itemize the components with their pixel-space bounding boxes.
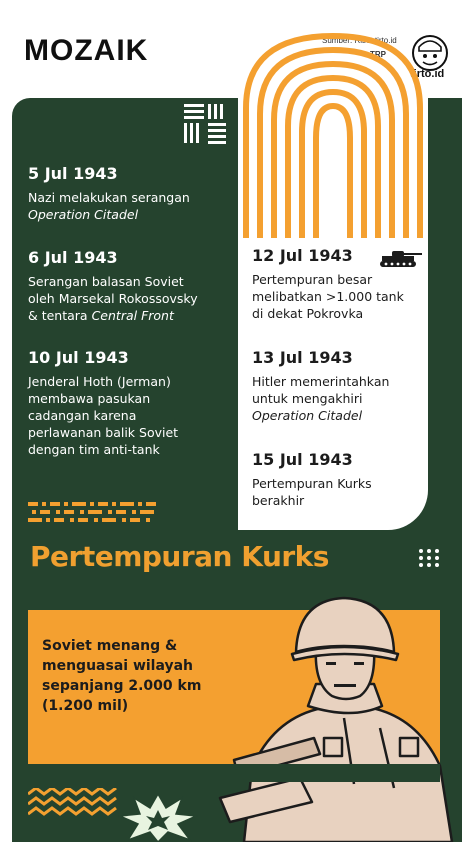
event-13-jul xyxy=(252,348,389,424)
brand-title: MOZAIK xyxy=(24,34,149,67)
event-6-jul xyxy=(28,248,198,324)
tank-icon xyxy=(378,248,424,268)
event-date: 13 Jul 1943 xyxy=(252,348,353,367)
event-date: 15 Jul 1943 xyxy=(252,450,353,469)
event-description: Hitler memerintahkan untuk mengakhiri Operation Citadel xyxy=(252,374,390,423)
event-date: 6 Jul 1943 xyxy=(28,248,118,267)
main-title: Pertempuran Kurks xyxy=(30,540,329,573)
event-5-jul xyxy=(28,164,190,223)
result-text: Soviet menang & menguasai wilayah sepanjang 2.000 km (1.200 mil) xyxy=(42,638,202,714)
dash-pattern xyxy=(28,500,160,524)
pattern-icon xyxy=(184,104,228,148)
event-description: Serangan balasan Soviet oleh Marsekal Rokossovsky & tentara Central Front xyxy=(28,274,198,323)
event-date: 12 Jul 1943 xyxy=(252,246,353,265)
source-text: Sumber: Riset tirto.id xyxy=(322,36,397,45)
event-15-jul xyxy=(252,450,372,509)
event-description: Jenderal Hoth (Jerman) membawa pasukan cadangan karena perlawanan balik Soviet dengan tim anti-tank xyxy=(28,374,179,457)
soldier-illustration xyxy=(204,588,466,842)
credit-text: TRP xyxy=(370,50,386,59)
zigzag-pattern xyxy=(28,788,118,824)
event-date: 5 Jul 1943 xyxy=(28,164,118,183)
event-description: Pertempuran Kurks berakhir xyxy=(252,476,372,508)
result-panel-bottom-strip xyxy=(28,764,440,782)
event-10-jul xyxy=(28,348,178,458)
logo-text: tirto.id xyxy=(410,68,445,80)
arches-graphic xyxy=(238,28,428,238)
dots-icon xyxy=(418,548,440,568)
event-description: Nazi melakukan serangan Operation Citadel xyxy=(28,190,190,222)
burst-icon xyxy=(118,790,198,842)
event-description: Pertempuran besar melibatkan >1.000 tank di dekat Pokrovka xyxy=(252,272,404,321)
event-date: 10 Jul 1943 xyxy=(28,348,129,367)
